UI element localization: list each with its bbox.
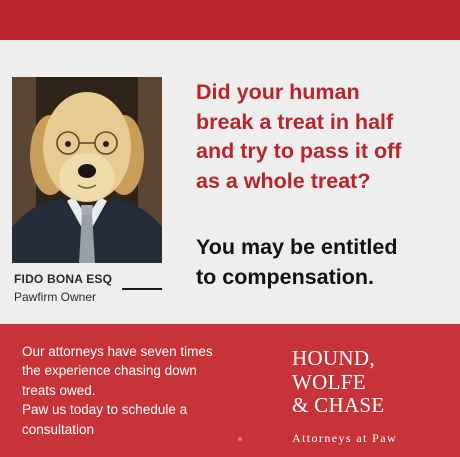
subheadline — [196, 232, 452, 292]
dog-lawyer-photo — [12, 77, 162, 263]
promo-line: consultation — [22, 421, 95, 437]
headline-line: Did your human — [196, 80, 360, 104]
profile-name: FIDO BONA ESQ — [14, 272, 113, 286]
headline — [196, 78, 452, 196]
promo-line: Our attorneys have seven times — [22, 344, 213, 359]
decorative-dot — [238, 437, 242, 441]
subhead-line: to compensation. — [196, 265, 374, 289]
promo-line: Paw us today to schedule a — [22, 402, 188, 418]
firm-logo — [292, 347, 452, 418]
promo-line: the experience chasing down — [22, 363, 197, 379]
headline-line: as a whole treat? — [196, 168, 371, 193]
firm-name-line: HOUND, — [292, 346, 375, 370]
headline-line: and try to pass it off — [196, 139, 402, 163]
promo-copy — [22, 342, 272, 439]
top-banner — [0, 0, 460, 40]
firm-name-line: WOLFE — [292, 369, 366, 394]
firm-tagline: Attorneys at Paw — [292, 431, 398, 445]
firm-name-line: & CHASE — [292, 393, 385, 417]
headline-line: break a treat in half — [196, 109, 394, 134]
profile-title: Pawfirm Owner — [14, 290, 97, 304]
signature-line — [122, 288, 162, 290]
dog-portrait-icon — [12, 77, 162, 263]
promo-line: treats owed. — [22, 382, 96, 398]
subhead-line: You may be entitled — [196, 235, 398, 259]
